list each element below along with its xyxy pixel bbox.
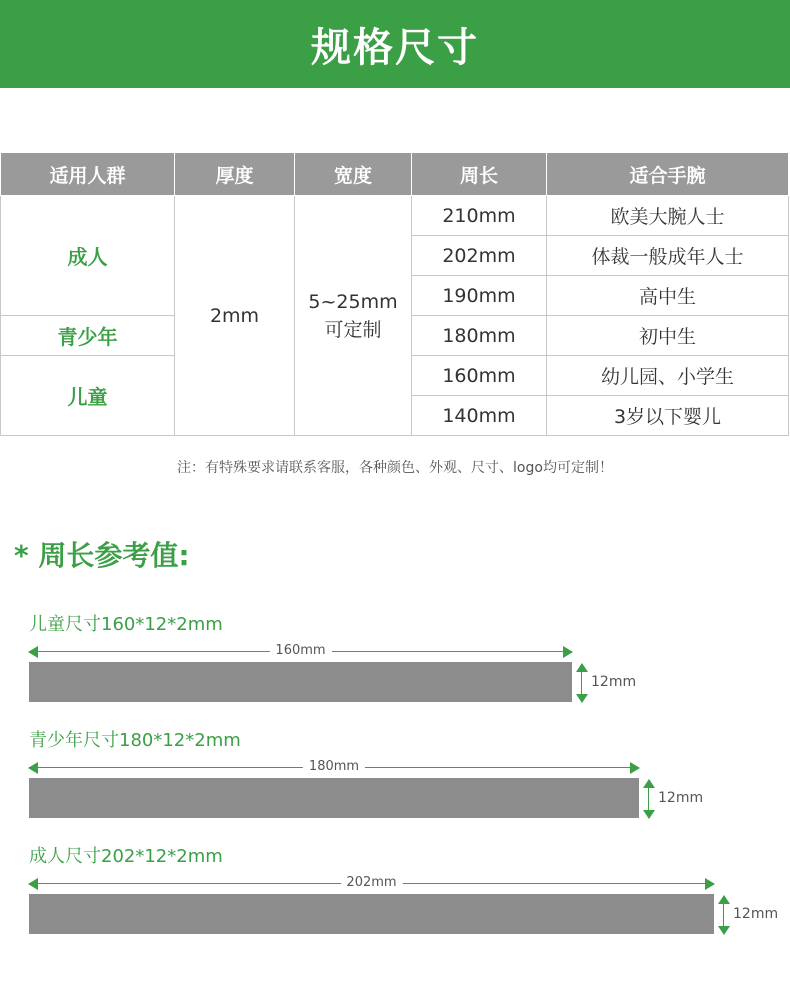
length-text: 202mm [340, 875, 402, 890]
strap-bar [29, 894, 714, 934]
arrow-up-icon [718, 895, 730, 904]
header-audience: 适用人群 [1, 153, 175, 196]
table-row [1, 196, 789, 236]
header-width: 宽度 [295, 153, 412, 196]
fit-cell: 体裁一般成年人士 [547, 236, 789, 276]
fit-cell: 欧美大腕人士 [547, 196, 789, 236]
arrow-down-icon [718, 926, 730, 935]
spec-table [0, 152, 789, 436]
length-dimension [29, 644, 572, 658]
arrow-left-icon [28, 762, 38, 774]
bar-label: 青少年尺寸180*12*2mm [29, 730, 241, 751]
header-length: 周长 [412, 153, 547, 196]
title-banner [0, 0, 790, 88]
arrow-up-icon [643, 779, 655, 788]
width-text: 12mm [591, 674, 637, 690]
strap-bar [29, 662, 572, 702]
width-dimension [643, 780, 655, 818]
width-text: 12mm [658, 790, 704, 806]
length-cell: 210mm [412, 196, 547, 236]
arrow-right-icon [705, 878, 715, 890]
bar-label: 儿童尺寸160*12*2mm [29, 614, 223, 635]
group-teen: 青少年 [1, 316, 175, 356]
arrow-left-icon [28, 878, 38, 890]
width-custom: 可定制 [324, 318, 382, 341]
bar-label: 成人尺寸202*12*2mm [29, 846, 223, 867]
customization-note: 注：有特殊要求请联系客服，各种颜色、外观、尺寸、logo均可定制！ [177, 460, 613, 476]
arrow-down-icon [576, 694, 588, 703]
width-range: 5~25mm [308, 290, 398, 313]
length-dimension [29, 876, 714, 890]
length-dimension [29, 760, 639, 774]
width-dimension [718, 896, 730, 934]
arrow-left-icon [28, 646, 38, 658]
length-cell: 190mm [412, 276, 547, 316]
length-text: 160mm [269, 643, 331, 658]
thickness-cell: 2mm [175, 196, 295, 436]
arrow-down-icon [643, 810, 655, 819]
length-cell: 202mm [412, 236, 547, 276]
header-thickness: 厚度 [175, 153, 295, 196]
group-adult: 成人 [1, 196, 175, 316]
fit-cell: 3岁以下婴儿 [547, 396, 789, 436]
length-cell: 180mm [412, 316, 547, 356]
width-text: 12mm [733, 906, 779, 922]
reference-title: * 周长参考值: [14, 539, 190, 572]
arrow-up-icon [576, 663, 588, 672]
page-title: 规格尺寸 [311, 24, 479, 71]
fit-cell: 高中生 [547, 276, 789, 316]
strap-bar [29, 778, 639, 818]
fit-cell: 初中生 [547, 316, 789, 356]
fit-cell: 幼儿园、小学生 [547, 356, 789, 396]
length-text: 180mm [303, 759, 365, 774]
group-child: 儿童 [1, 356, 175, 436]
length-cell: 140mm [412, 396, 547, 436]
length-cell: 160mm [412, 356, 547, 396]
width-dimension [576, 664, 588, 702]
arrow-right-icon [630, 762, 640, 774]
arrow-right-icon [563, 646, 573, 658]
table-header-row [1, 153, 789, 196]
width-cell [295, 196, 412, 436]
header-wrist-fit: 适合手腕 [547, 153, 789, 196]
